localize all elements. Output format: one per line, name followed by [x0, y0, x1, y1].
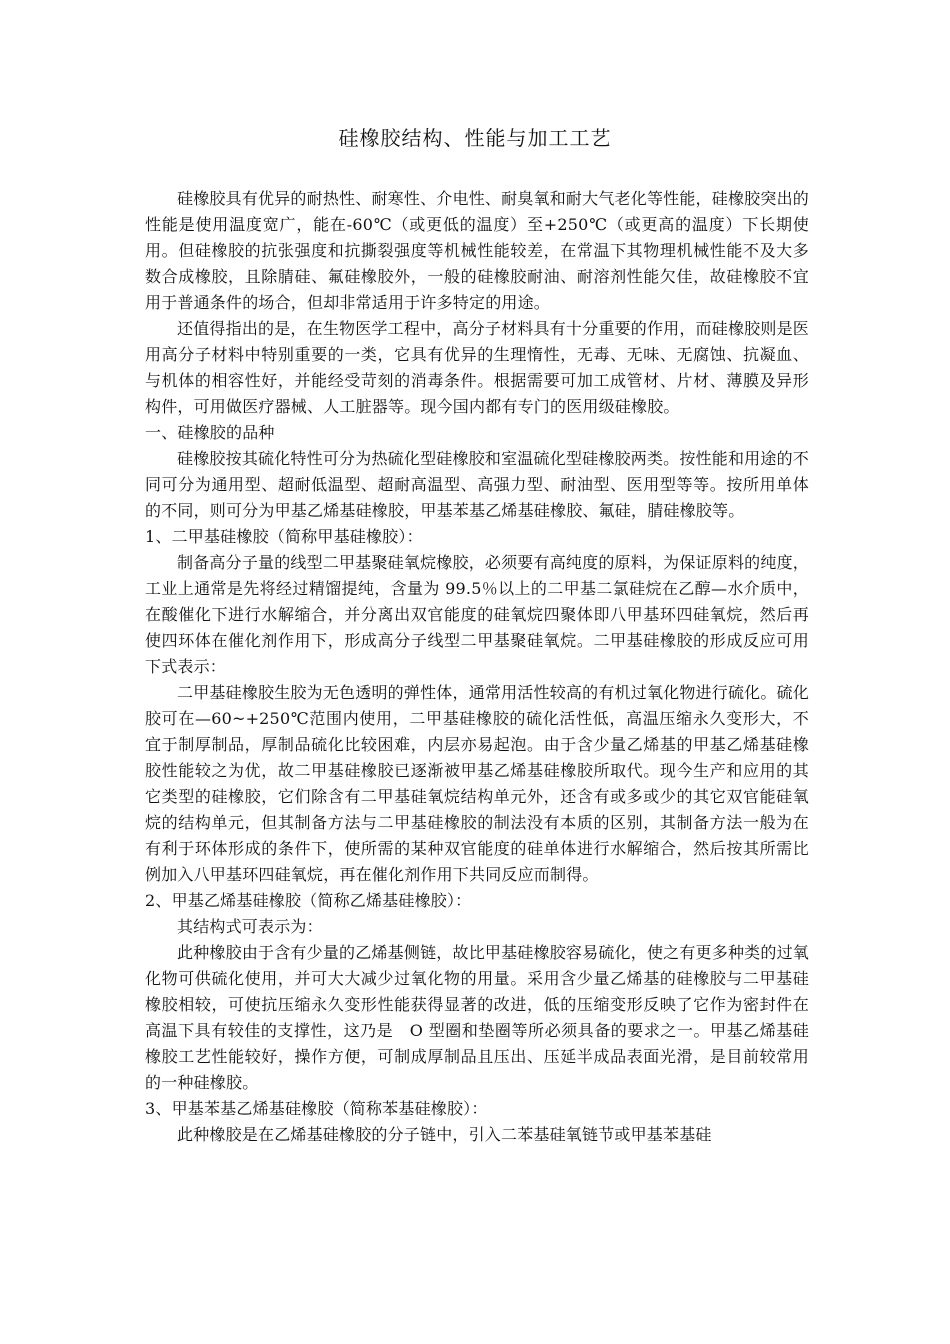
- paragraph-vinyl-properties: 此种橡胶由于含有少量的乙烯基侧链，故比甲基硅橡胶容易硫化，使之有更多种类的过氧化物可供硫化使用，并可大大减少过氧化物的用量。采用含少量乙烯基的硅橡胶与二甲基硅橡胶相较，可使抗压缩永久变形性能获得显著的改进，低的压缩变形反映了它作为密封件在高温下具有较佳的支撑性，这乃是 O 型圈和垫圈等所必须具备的要求之一。甲基乙烯基硅橡胶工艺性能较好，操作方便，可制成厚制品且压出、压延半成品表面光滑，是目前较常用的一种硅橡胶。: [145, 943, 809, 1092]
- subheading-dimethyl-silicone-rubber: 1、二甲基硅橡胶（简称甲基硅橡胶）：: [145, 527, 423, 546]
- section-heading-varieties: 一、硅橡胶的品种: [145, 423, 275, 442]
- paragraph-varieties: 硅橡胶按其硫化特性可分为热硫化型硅橡胶和室温硫化型硅橡胶两类。按性能和用途的不同可分为通用型、超耐低温型、超耐高温型、高强力型、耐油型、医用型等等。按所用单体的不同，则可分为甲基乙烯基硅橡胶，甲基苯基乙烯基硅橡胶、氟硅，腈硅橡胶等。: [145, 449, 809, 520]
- document-body: [145, 186, 809, 1148]
- paragraph-dimethyl-properties: 二甲基硅橡胶生胶为无色透明的弹性体，通常用活性较高的有机过氧化物进行硫化。硫化胶可在—60~+250℃范围内使用，二甲基硅橡胶的硫化活性低，高温压缩永久变形大，不宜于制厚制品，厚制品硫化比较困难，内层亦易起泡。由于含少量乙烯基的甲基乙烯基硅橡胶性能较之为优，故二甲基硅橡胶已逐渐被甲基乙烯基硅橡胶所取代。现今生产和应用的其它类型的硅橡胶，它们除含有二甲基硅氧烷结构单元外，还含有或多或少的其它双官能硅氧烷的结构单元，但其制备方法与二甲基硅橡胶的制法没有本质的区别，其制备方法一般为在有利于环体形成的条件下，使所需的某种双官能度的硅单体进行水解缩合，然后按其所需比例加入八甲基环四硅氧烷，再在催化剂作用下共同反应而制得。: [145, 683, 809, 884]
- paragraph-intro-properties: 硅橡胶具有优异的耐热性、耐寒性、介电性、耐臭氧和耐大气老化等性能，硅橡胶突出的性能是使用温度宽广，能在-60℃（或更低的温度）至+250℃（或更高的温度）下长期使用。但硅橡胶的抗张强度和抗撕裂强度等机械性能较差，在常温下其物理机械性能不及大多数合成橡胶，且除腈硅、氟硅橡胶外，一般的硅橡胶耐油、耐溶剂性能欠佳，故硅橡胶不宜用于普通条件的场合，但却非常适用于许多特定的用途。: [145, 189, 809, 312]
- document-title: 硅橡胶结构、性能与加工工艺: [338, 126, 612, 150]
- subheading-methyl-vinyl-silicone-rubber: 2、甲基乙烯基硅橡胶（简称乙烯基硅橡胶）：: [145, 891, 472, 910]
- subheading-methyl-phenyl-vinyl-silicone-rubber: 3、甲基苯基乙烯基硅橡胶（简称苯基硅橡胶）：: [145, 1099, 488, 1118]
- paragraph-biomedical-use: 还值得指出的是，在生物医学工程中，高分子材料具有十分重要的作用，而硅橡胶则是医用高分子材料中特别重要的一类，它具有优异的生理惰性，无毒、无味、无腐蚀、抗凝血、与机体的相容性好，并能经受苛刻的消毒条件。根据需要可加工成管材、片材、薄膜及异形构件，可用做医疗器械、人工脏器等。现今国内都有专门的医用级硅橡胶。: [145, 319, 809, 416]
- paragraph-structure-formula-intro: 其结构式可表示为：: [177, 917, 323, 936]
- paragraph-phenyl-intro: 此种橡胶是在乙烯基硅橡胶的分子链中，引入二苯基硅氧链节或甲基苯基硅: [177, 1125, 712, 1144]
- paragraph-dimethyl-preparation: 制备高分子量的线型二甲基聚硅氧烷橡胶，必须要有高纯度的原料，为保证原料的纯度，工业上通常是先将经过精馏提纯，含量为 99.5％以上的二甲基二氯硅烷在乙醇—水介质中，在酸催化下进行水解缩合，并分离出双官能度的硅氧烷四聚体即八甲基环四硅氧烷，然后再使四环体在催化剂作用下，形成高分子线型二甲基聚硅氧烷。二甲基硅橡胶的形成反应可用下式表示：: [145, 553, 809, 676]
